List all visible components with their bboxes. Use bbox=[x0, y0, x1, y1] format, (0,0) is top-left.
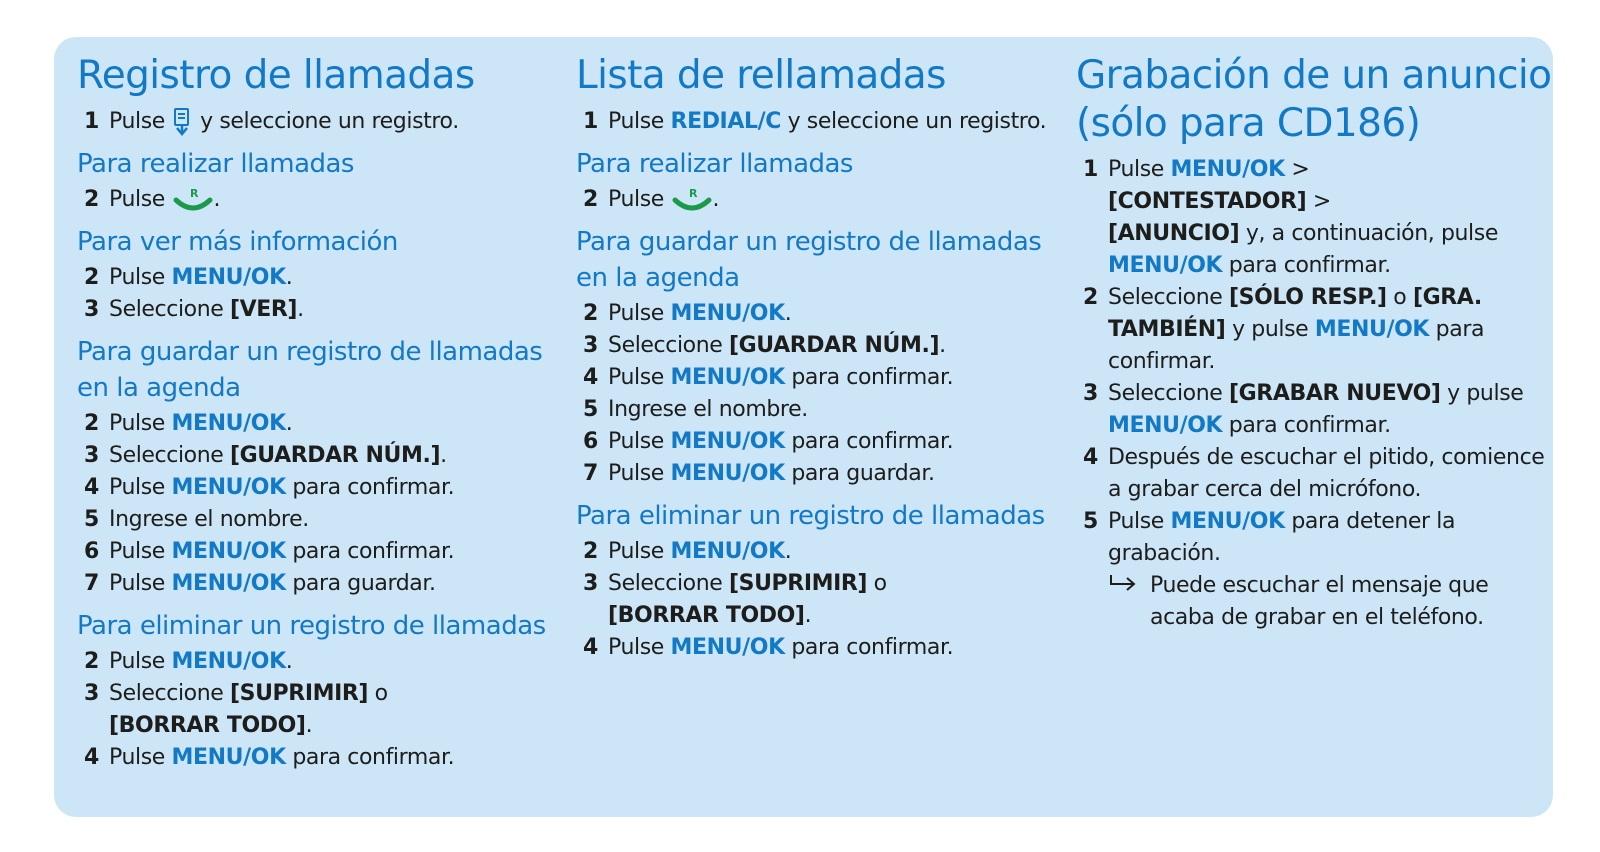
step-text: Pulse bbox=[608, 301, 664, 326]
menu-option: [GUARDAR NÚM.] bbox=[728, 333, 940, 358]
key-label: MENU/OK bbox=[171, 649, 286, 674]
step bbox=[576, 568, 1056, 632]
step bbox=[576, 298, 1056, 330]
subsection-title: Para realizar llamadas bbox=[77, 149, 354, 179]
step bbox=[77, 646, 557, 678]
call-icon bbox=[671, 186, 713, 214]
step-text: . bbox=[939, 333, 946, 358]
step-text: Pulse bbox=[109, 475, 165, 500]
step-text: o bbox=[873, 571, 887, 596]
menu-option: [GRA. TAMBIÉN] bbox=[1108, 285, 1482, 342]
step-number: 2 bbox=[84, 187, 99, 212]
step-number: 3 bbox=[1083, 381, 1098, 406]
step-text: Pulse bbox=[109, 109, 165, 134]
step-text: para confirmar. bbox=[1228, 253, 1391, 278]
step-text: Ingrese el nombre. bbox=[109, 507, 309, 532]
key-label: MENU/OK bbox=[1108, 253, 1223, 278]
section-title: Lista de rellamadas bbox=[576, 53, 946, 98]
step-text: Seleccione bbox=[1108, 381, 1223, 406]
menu-option: [ANUNCIO] bbox=[1108, 221, 1240, 246]
step-text: Seleccione bbox=[608, 571, 723, 596]
key-label: MENU/OK bbox=[171, 411, 286, 436]
step-text: Pulse bbox=[109, 539, 165, 564]
key-label: MENU/OK bbox=[670, 301, 785, 326]
subsection-title: Para realizar llamadas bbox=[576, 149, 853, 179]
step-number: 2 bbox=[583, 301, 598, 326]
step bbox=[576, 184, 1056, 216]
step-text: Pulse bbox=[109, 265, 165, 290]
step-text: . bbox=[285, 265, 293, 290]
step-number: 7 bbox=[84, 571, 99, 596]
step-text: o bbox=[374, 681, 388, 706]
step bbox=[1076, 154, 1556, 282]
subsection-title: Para guardar un registro de llamadas en la agenda bbox=[576, 227, 1042, 293]
step-number: 4 bbox=[583, 365, 598, 390]
step-number: 1 bbox=[1083, 157, 1098, 182]
step-text: Pulse bbox=[1108, 509, 1164, 534]
step bbox=[576, 330, 1056, 362]
step-text: Pulse bbox=[109, 411, 165, 436]
key-label: REDIAL/C bbox=[670, 109, 781, 134]
step bbox=[576, 536, 1056, 568]
key-label: MENU/OK bbox=[1108, 413, 1223, 438]
step-number: 4 bbox=[84, 475, 99, 500]
menu-option: [VER] bbox=[229, 297, 298, 322]
step bbox=[576, 426, 1056, 458]
step bbox=[1076, 378, 1556, 442]
step bbox=[77, 440, 557, 472]
step bbox=[77, 536, 557, 568]
step-number: 2 bbox=[583, 187, 598, 212]
key-label: MENU/OK bbox=[171, 745, 286, 770]
step-number: 3 bbox=[583, 571, 598, 596]
step-number: 2 bbox=[583, 539, 598, 564]
step-number: 7 bbox=[583, 461, 598, 486]
step bbox=[576, 632, 1056, 664]
step-result bbox=[1076, 570, 1556, 634]
step-number: 5 bbox=[1083, 509, 1098, 534]
key-label: MENU/OK bbox=[670, 461, 785, 486]
step-text: . bbox=[213, 187, 221, 212]
step-text: > bbox=[1312, 189, 1331, 214]
step-number: 4 bbox=[1083, 445, 1098, 470]
step-text: para guardar. bbox=[791, 461, 935, 486]
step-text: para confirmar. bbox=[791, 429, 954, 454]
key-label: MENU/OK bbox=[171, 539, 286, 564]
step-text: para confirmar. bbox=[1108, 317, 1485, 374]
step bbox=[77, 184, 557, 216]
step-number: 3 bbox=[84, 297, 99, 322]
step bbox=[77, 742, 557, 774]
menu-option: [BORRAR TODO] bbox=[608, 603, 805, 628]
step-text: Pulse bbox=[608, 429, 664, 454]
step-number: 3 bbox=[583, 333, 598, 358]
step-text: Después de escuchar el pitido, comience a grabar cerca del micrófono. bbox=[1108, 445, 1545, 502]
step-text: para detener la grabación. bbox=[1108, 509, 1456, 566]
step-text: . bbox=[285, 411, 293, 436]
step-number: 2 bbox=[84, 265, 99, 290]
menu-option: [GUARDAR NÚM.] bbox=[229, 443, 441, 468]
step-text: . bbox=[305, 713, 313, 738]
step-text: Pulse bbox=[109, 571, 165, 596]
column-announcement bbox=[1076, 52, 1556, 634]
step-text: . bbox=[297, 297, 304, 322]
step-text: . bbox=[712, 187, 720, 212]
step bbox=[77, 678, 557, 742]
step bbox=[576, 394, 1056, 426]
step-text: Seleccione bbox=[109, 443, 224, 468]
subsection-title: Para eliminar un registro de llamadas bbox=[77, 611, 546, 641]
menu-option: [SÓLO RESP.] bbox=[1228, 285, 1387, 310]
step-number: 2 bbox=[84, 411, 99, 436]
step-text: > bbox=[1291, 157, 1310, 182]
step bbox=[77, 504, 557, 536]
step bbox=[77, 408, 557, 440]
step-text: Pulse bbox=[608, 461, 664, 486]
step-text: . bbox=[804, 603, 812, 628]
step-number: 4 bbox=[583, 635, 598, 660]
step-text: . bbox=[784, 539, 792, 564]
step-text: Pulse bbox=[1108, 157, 1164, 182]
menu-option: [SUPRIMIR] bbox=[728, 571, 868, 596]
step-text: . bbox=[440, 443, 447, 468]
key-label: MENU/OK bbox=[670, 539, 785, 564]
step-text: Pulse bbox=[608, 635, 664, 660]
step-text: Pulse bbox=[109, 649, 165, 674]
column-call-log bbox=[77, 52, 557, 774]
step-text: para confirmar. bbox=[292, 475, 455, 500]
step-text: Pulse bbox=[109, 745, 165, 770]
step bbox=[77, 568, 557, 600]
result-text: Puede escuchar el mensaje que acaba de grabar en el teléfono. bbox=[1150, 573, 1489, 630]
step bbox=[1076, 506, 1556, 570]
menu-option: [GRABAR NUEVO] bbox=[1228, 381, 1441, 406]
key-label: MENU/OK bbox=[670, 635, 785, 660]
key-label: MENU/OK bbox=[171, 475, 286, 500]
menu-option: [SUPRIMIR] bbox=[229, 681, 369, 706]
step bbox=[576, 362, 1056, 394]
step bbox=[77, 294, 557, 326]
step-text: Pulse bbox=[608, 365, 664, 390]
step-number: 4 bbox=[84, 745, 99, 770]
step bbox=[1076, 282, 1556, 378]
step bbox=[77, 262, 557, 294]
key-label: MENU/OK bbox=[1170, 509, 1285, 534]
step-text: y pulse bbox=[1447, 381, 1524, 406]
step-number: 1 bbox=[84, 109, 99, 134]
step-number: 6 bbox=[84, 539, 99, 564]
step-text: Seleccione bbox=[1108, 285, 1223, 310]
step-text: Seleccione bbox=[608, 333, 723, 358]
step-text: y seleccione un registro. bbox=[200, 109, 459, 134]
step bbox=[1076, 442, 1556, 506]
step-text: para confirmar. bbox=[791, 365, 954, 390]
step-number: 5 bbox=[583, 397, 598, 422]
step-number: 3 bbox=[84, 443, 99, 468]
step-text: para confirmar. bbox=[292, 745, 455, 770]
key-label: MENU/OK bbox=[670, 365, 785, 390]
key-label: MENU/OK bbox=[171, 265, 286, 290]
step-text: Ingrese el nombre. bbox=[608, 397, 808, 422]
step-text: para confirmar. bbox=[1228, 413, 1391, 438]
step-number: 6 bbox=[583, 429, 598, 454]
key-label: MENU/OK bbox=[171, 571, 286, 596]
step-text: Seleccione bbox=[109, 681, 224, 706]
step-text: Pulse bbox=[109, 187, 165, 212]
step-text: para confirmar. bbox=[292, 539, 455, 564]
subsection-title: Para ver más información bbox=[77, 227, 398, 257]
step-text: . bbox=[285, 649, 293, 674]
step-text: o bbox=[1393, 285, 1407, 310]
subsection-title: Para eliminar un registro de llamadas bbox=[576, 501, 1045, 531]
step-number: 1 bbox=[583, 109, 598, 134]
svg-text:R: R bbox=[189, 187, 198, 200]
step-text: y, a continuación, pulse bbox=[1245, 221, 1498, 246]
call-icon bbox=[172, 186, 214, 214]
subsection-title: Para guardar un registro de llamadas en la agenda bbox=[77, 337, 543, 403]
section-title: Registro de llamadas bbox=[77, 53, 475, 98]
key-label: MENU/OK bbox=[1314, 317, 1430, 342]
column-redial-list bbox=[576, 52, 1056, 664]
result-arrow-icon bbox=[1108, 570, 1150, 634]
step-number: 3 bbox=[84, 681, 99, 706]
step bbox=[576, 458, 1056, 490]
step bbox=[77, 106, 557, 138]
menu-option: [CONTESTADOR] bbox=[1108, 189, 1307, 214]
step-text: Pulse bbox=[608, 187, 664, 212]
menu-option: [BORRAR TODO] bbox=[109, 713, 306, 738]
step-text: Seleccione bbox=[109, 297, 224, 322]
step-text: para confirmar. bbox=[791, 635, 954, 660]
call-log-icon bbox=[172, 107, 194, 137]
section-title: Grabación de un anuncio (sólo para CD186) bbox=[1076, 53, 1552, 146]
step bbox=[77, 472, 557, 504]
step-text: y pulse bbox=[1232, 317, 1309, 342]
step-text: Pulse bbox=[608, 109, 664, 134]
step-text: . bbox=[784, 301, 792, 326]
step-text: para guardar. bbox=[292, 571, 436, 596]
step bbox=[576, 106, 1056, 138]
step-number: 2 bbox=[84, 649, 99, 674]
key-label: MENU/OK bbox=[670, 429, 785, 454]
step-text: y seleccione un registro. bbox=[787, 109, 1047, 134]
svg-text:R: R bbox=[688, 187, 697, 200]
key-label: MENU/OK bbox=[1170, 157, 1285, 182]
step-number: 2 bbox=[1083, 285, 1098, 310]
step-text: Pulse bbox=[608, 539, 664, 564]
step-number: 5 bbox=[84, 507, 99, 532]
